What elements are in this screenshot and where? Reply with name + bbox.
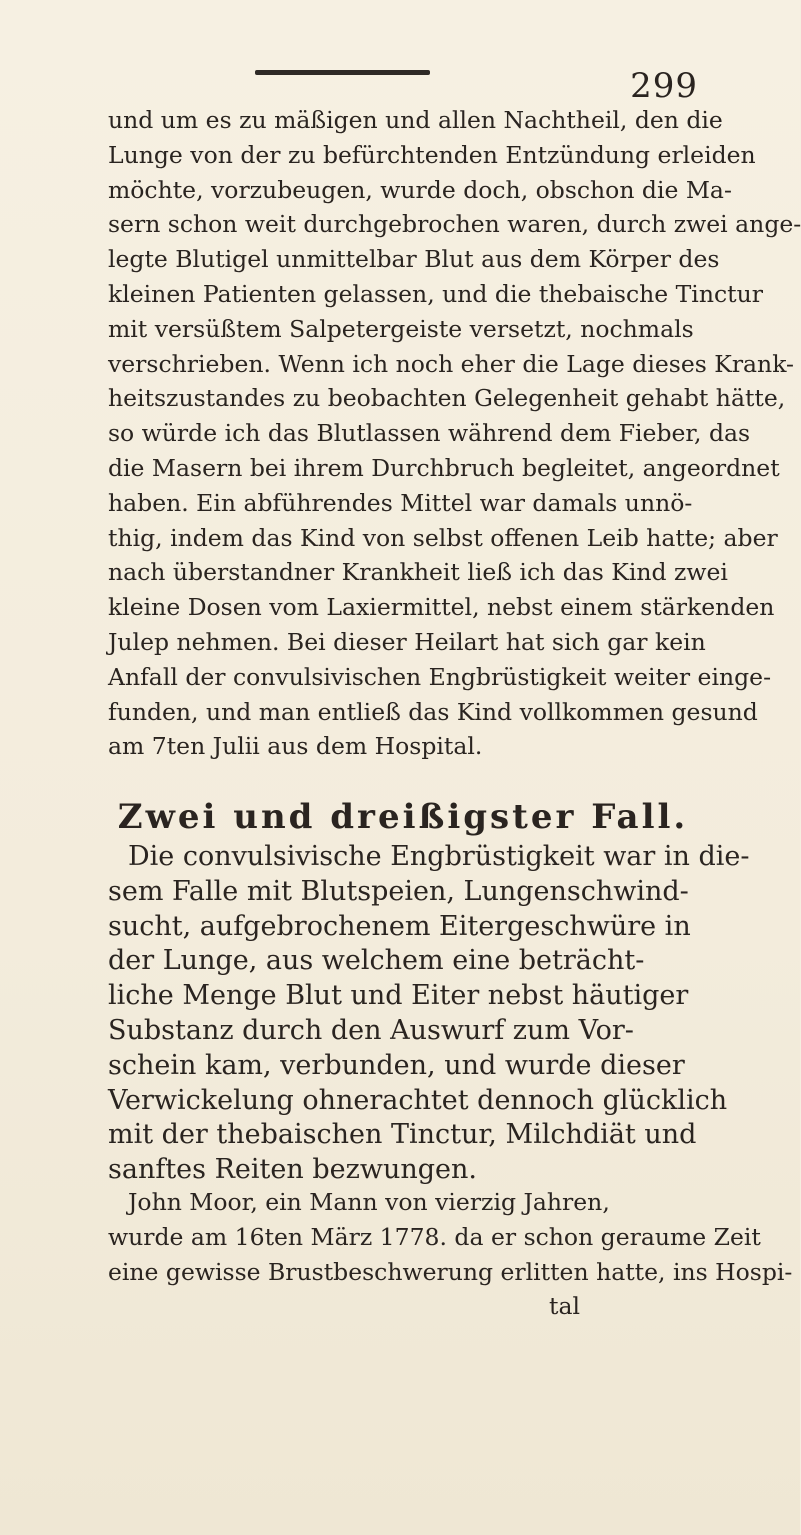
text-line: Substanz durch den Auswurf zum Vor- xyxy=(108,1014,634,1046)
section-heading: Zwei und dreißigster Fall. xyxy=(117,797,689,837)
text-line: Verwickelung ohnerachtet dennoch glücklich xyxy=(108,1084,728,1116)
text-line: verschrieben. Wenn ich noch eher die Lage dieses Krank- xyxy=(108,349,794,378)
text-line: sem Falle mit Blutspeien, Lungenschwind- xyxy=(108,875,689,907)
text-line: am 7ten Julii aus dem Hospital. xyxy=(108,732,483,761)
text-line: sanftes Reiten bezwungen. xyxy=(108,1154,477,1186)
text-line: der Lunge, aus welchem eine beträcht- xyxy=(108,945,645,977)
text-line: Lunge von der zu befürchtenden Entzündung erleiden xyxy=(108,140,756,169)
paragraph-3 xyxy=(108,1185,793,1324)
text-line: sern schon weit durchgebrochen waren, durch zwei ange- xyxy=(108,210,801,239)
text-line: haben. Ein abführendes Mittel war damals unnö- xyxy=(108,488,693,517)
text-line: tal xyxy=(549,1292,580,1321)
paragraph-2-summary xyxy=(108,840,750,1188)
text-line: eine gewisse Brustbeschwerung erlitten hatte, ins Hospi- xyxy=(108,1257,793,1286)
text-line: kleine Dosen vom Laxiermittel, nebst einem stärkenden xyxy=(108,593,775,622)
text-line: heitszustandes zu beobachten Gelegenheit gehabt hätte, xyxy=(108,384,786,413)
text-line: wurde am 16ten März 1778. da er schon geraume Zeit xyxy=(108,1222,761,1251)
text-line: Die convulsivische Engbrüstigkeit war in die- xyxy=(128,841,750,872)
text-line: funden, und man entließ das Kind vollkommen gesund xyxy=(108,697,758,726)
text-line: und um es zu mäßigen und allen Nachtheil, den die xyxy=(108,106,723,134)
text-line: so würde ich das Blutlassen während dem Fieber, das xyxy=(108,419,751,448)
text-line: Anfall der convulsivischen Engbrüstigkeit weiter einge- xyxy=(108,662,772,691)
paragraph-1 xyxy=(108,103,801,764)
header-rule xyxy=(255,70,430,75)
text-line: mit versüßtem Salpetergeiste versetzt, nochmals xyxy=(108,314,694,343)
text-line: sucht, aufgebrochenem Eitergeschwüre in xyxy=(108,910,691,942)
text-line: mit der thebaischen Tinctur, Milchdiät und xyxy=(108,1119,697,1151)
text-line: möchte, vorzubeugen, wurde doch, obschon die Ma- xyxy=(108,175,732,204)
page-number: 299 xyxy=(630,66,698,106)
text-line: John Moor, ein Mann von vierzig Jahren, xyxy=(128,1188,610,1216)
text-line: liche Menge Blut und Eiter nebst häutiger xyxy=(108,980,689,1012)
text-line: kleinen Patienten gelassen, und die thebaische Tinctur xyxy=(108,279,763,308)
text-line: Julep nehmen. Bei dieser Heilart hat sich gar kein xyxy=(108,627,706,656)
text-line: nach überstandner Krankheit ließ ich das Kind zwei xyxy=(108,558,728,587)
text-line: legte Blutigel unmittelbar Blut aus dem Körper des xyxy=(108,245,720,274)
text-line: die Masern bei ihrem Durchbruch begleitet, angeordnet xyxy=(108,453,780,482)
text-line: schein kam, verbunden, und wurde dieser xyxy=(108,1049,685,1081)
text-line: thig, indem das Kind von selbst offenen Leib hatte; aber xyxy=(108,523,778,552)
